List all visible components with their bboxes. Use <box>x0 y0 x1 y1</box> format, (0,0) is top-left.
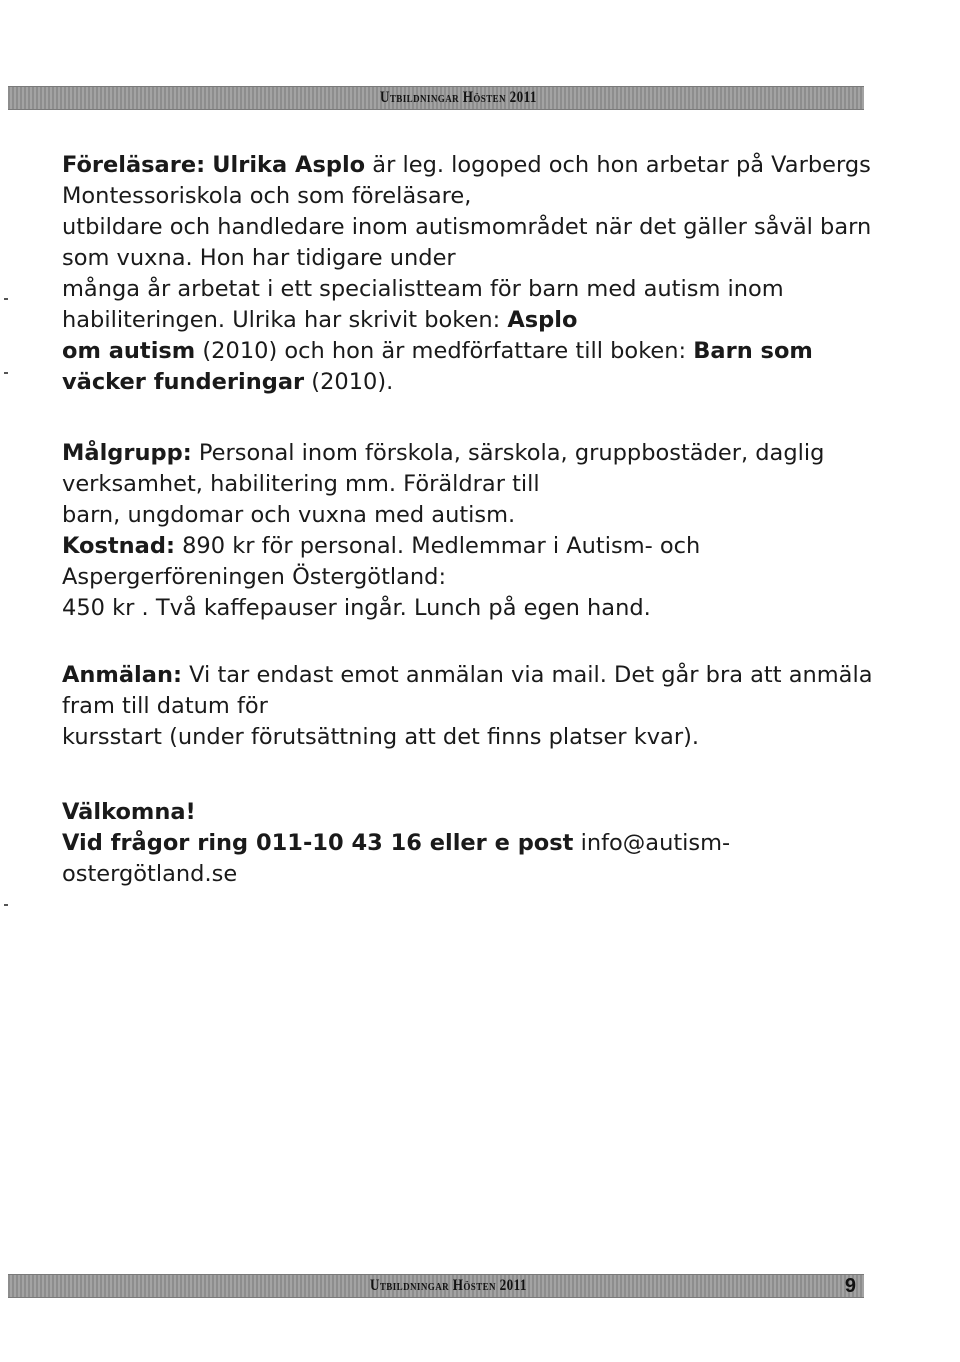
footer-band <box>8 1274 864 1298</box>
lecturer-line-3: utbildare och handledare inom autismområdet när det gäller såväl barn <box>62 214 872 240</box>
book-title-1b: om autism <box>62 338 196 364</box>
audience-line-3: barn, ungdomar och vuxna med autism. <box>62 502 516 528</box>
lecturer-name: Ulrika Asplo <box>212 152 366 178</box>
lecturer-line-1: Föreläsare: Ulrika Asplo är leg. logoped och hon arbetar på Varbergs <box>62 152 871 178</box>
scan-edge-mark <box>4 372 8 374</box>
book-title-2b: väcker funderingar <box>62 369 305 395</box>
email-address-part-2[interactable]: ostergötland.se <box>62 861 238 887</box>
cost-line-1: Kostnad: 890 kr för personal. Medlemmar i Autism- och <box>62 533 701 559</box>
registration-line-3: kursstart (under förutsättning att det finns platser kvar). <box>62 724 700 750</box>
cost-label: Kostnad: <box>62 533 175 559</box>
lecturer-line-4: som vuxna. Hon har tidigare under <box>62 245 456 271</box>
lecturer-line-5: många år arbetat i ett specialistteam för barn med autism inom <box>62 276 784 302</box>
footer-running-title: Utbildningar Hösten 2011 <box>370 1277 527 1294</box>
email-address-part-1[interactable]: info@autism- <box>580 830 731 856</box>
lecturer-paragraph <box>62 150 872 398</box>
audience-line-1: Målgrupp: Personal inom förskola, särskola, gruppbostäder, daglig <box>62 440 825 466</box>
audience-label: Målgrupp: <box>62 440 192 466</box>
welcome-text: Välkomna! <box>62 799 196 825</box>
registration-label: Anmälan: <box>62 662 182 688</box>
lecturer-line-7: om autism (2010) och hon är medförfattare till boken: Barn som <box>62 338 813 364</box>
audience-line-2: verksamhet, habilitering mm. Föräldrar till <box>62 471 540 497</box>
cost-line-3: 450 kr . Två kaffepauser ingår. Lunch på egen hand. <box>62 595 651 621</box>
registration-line-2: fram till datum för <box>62 693 268 719</box>
lecturer-line-8: väcker funderingar (2010). <box>62 369 394 395</box>
lecturer-label: Föreläsare: <box>62 152 206 178</box>
book-title-2a: Barn som <box>693 338 813 364</box>
cost-line-2: Aspergerföreningen Östergötland: <box>62 564 447 590</box>
header-running-title: Utbildningar Hösten 2011 <box>380 89 537 106</box>
registration-paragraph <box>62 660 873 753</box>
lecturer-line-6: habiliteringen. Ulrika har skrivit boken: Asplo <box>62 307 578 333</box>
audience-paragraph <box>62 438 852 624</box>
page-number: 9 <box>844 1275 856 1297</box>
lecturer-line-2: Montessoriskola och som föreläsare, <box>62 183 472 209</box>
scan-edge-mark <box>4 298 8 300</box>
page-content <box>62 150 873 890</box>
registration-line-1: Anmälan: Vi tar endast emot anmälan via mail. Det går bra att anmäla <box>62 662 873 688</box>
questions-line: Vid frågor ring 011-10 43 16 eller e post info@autism- <box>62 830 731 856</box>
header-band <box>8 86 864 110</box>
scan-edge-mark <box>4 904 8 906</box>
book-title-1a: Asplo <box>507 307 578 333</box>
closing-paragraph <box>62 797 852 890</box>
